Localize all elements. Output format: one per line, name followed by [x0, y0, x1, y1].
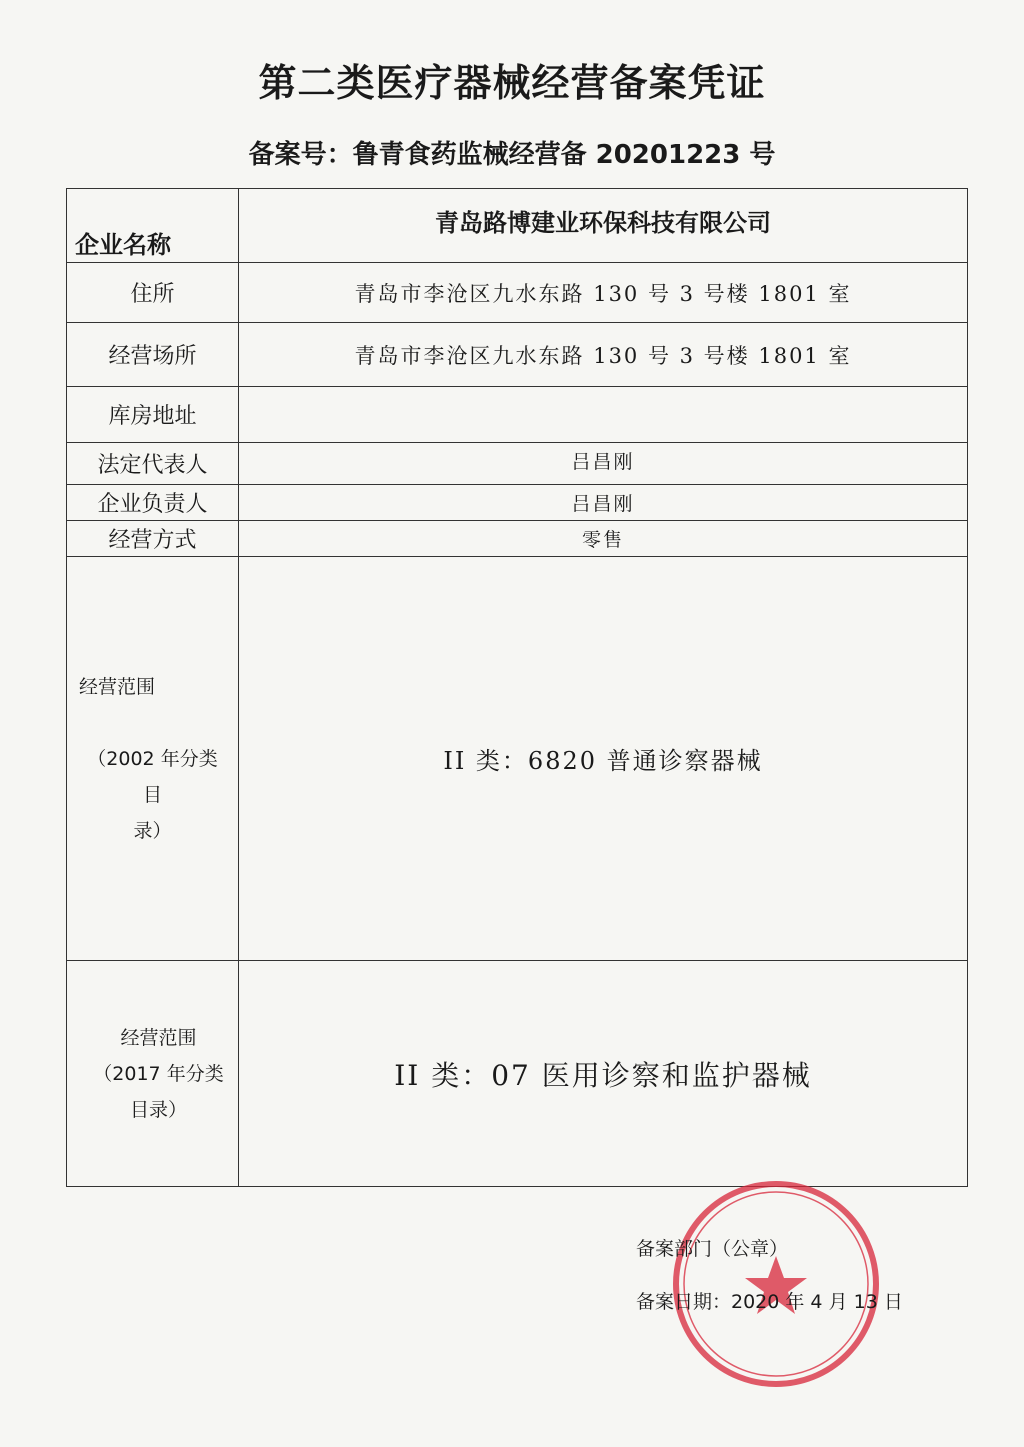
business-site-value: 青岛市李沧区九水东路 130 号 3 号楼 1801 室 [239, 323, 968, 387]
business-site-label: 经营场所 [67, 323, 239, 387]
principal-value: 吕昌刚 [239, 485, 968, 521]
company-name-label: 企业名称 [67, 189, 239, 263]
warehouse-label: 库房地址 [67, 387, 239, 443]
legal-rep-label: 法定代表人 [67, 443, 239, 485]
scope-2002-value: II 类：6820 普通诊察器械 [239, 557, 968, 961]
filing-department: 备案部门（公章） [636, 1238, 789, 1260]
residence-label: 住所 [67, 263, 239, 323]
table-row [67, 961, 968, 1187]
document-title: 第二类医疗器械经营备案凭证 [258, 61, 766, 105]
scope-2002-label [67, 557, 239, 961]
scope-2002-label-line3: 录） [133, 819, 172, 842]
scope-2017-value: II 类：07 医用诊察和监护器械 [239, 961, 968, 1187]
table-row [67, 189, 968, 263]
scope-2017-label-line1: 经营范围 [120, 1026, 197, 1049]
scope-2017-label-line2: （2017 年分类 [93, 1062, 224, 1085]
filing-date: 备案日期：2020 年 4 月 13 日 [636, 1291, 903, 1313]
scope-2017-label-line3: 目录） [129, 1098, 187, 1121]
scope-2017-label [67, 961, 239, 1187]
table-row [67, 443, 968, 485]
scope-2002-label-line1: 经营范围 [79, 675, 156, 698]
certificate-table [66, 188, 968, 1187]
scope-2002-label-line2: （2002 年分类目 [87, 747, 218, 806]
warehouse-value [239, 387, 968, 443]
official-seal-icon [670, 1178, 882, 1390]
record-number: 备案号：鲁青食药监械经营备 20201223 号 [248, 140, 776, 170]
mode-value: 零售 [239, 521, 968, 557]
legal-rep-value: 吕昌刚 [239, 443, 968, 485]
principal-label: 企业负责人 [67, 485, 239, 521]
table-row [67, 263, 968, 323]
mode-label: 经营方式 [67, 521, 239, 557]
table-row [67, 387, 968, 443]
residence-value: 青岛市李沧区九水东路 130 号 3 号楼 1801 室 [239, 263, 968, 323]
table-row [67, 557, 968, 961]
table-row [67, 323, 968, 387]
table-row [67, 521, 968, 557]
company-name-value: 青岛路博建业环保科技有限公司 [239, 189, 968, 263]
table-row [67, 485, 968, 521]
